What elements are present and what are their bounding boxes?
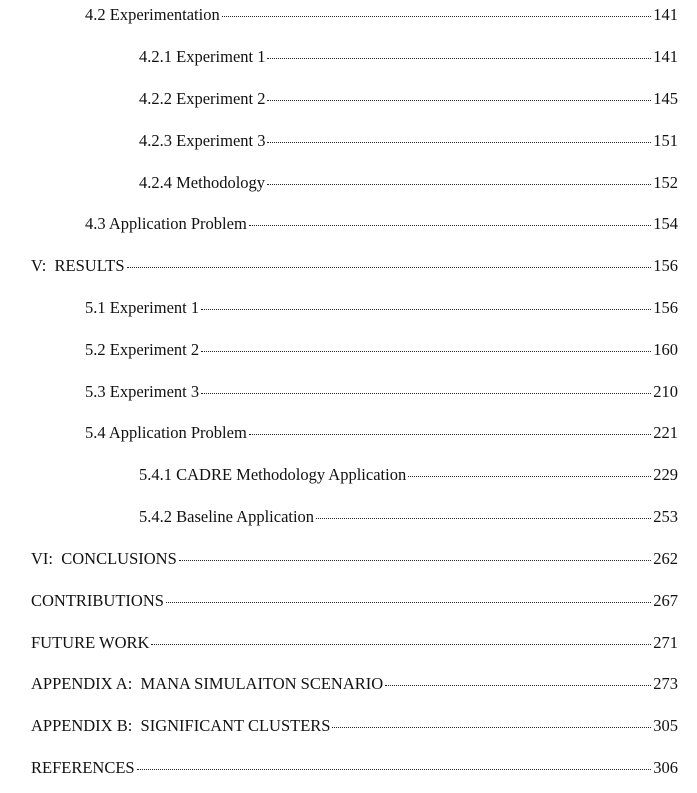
- toc-entry-page: 306: [653, 758, 678, 777]
- toc-entry-title: 4.2.1 Experiment 1: [139, 47, 266, 66]
- toc-entry[interactable]: [139, 506, 678, 528]
- dot-leader: [179, 560, 651, 561]
- dot-leader: [267, 184, 651, 185]
- toc-entry[interactable]: [31, 673, 678, 695]
- toc-entry-title: 5.4.2 Baseline Application: [139, 507, 315, 526]
- toc-entry[interactable]: [139, 464, 678, 486]
- toc-entry[interactable]: [85, 339, 678, 361]
- toc-entry-page: 141: [653, 5, 678, 24]
- dot-leader: [267, 100, 651, 101]
- toc-entry-title: 4.2 Experimentation: [85, 5, 220, 24]
- toc-entry-title: 5.4 Application Problem: [85, 423, 247, 442]
- toc-entry-title: CONTRIBUTIONS: [31, 591, 164, 610]
- toc-entry-title: 4.2.2 Experiment 2: [139, 89, 266, 108]
- toc-entry-title: 5.1 Experiment 1: [85, 298, 200, 317]
- toc-entry-page: 151: [653, 131, 678, 150]
- dot-leader: [316, 518, 651, 519]
- toc-entry[interactable]: [31, 715, 678, 737]
- toc-entry-page: 145: [653, 89, 678, 108]
- toc-entry[interactable]: [139, 46, 678, 68]
- dot-leader: [267, 142, 651, 143]
- dot-leader: [408, 476, 651, 477]
- dot-leader: [249, 434, 651, 435]
- toc-entry[interactable]: [139, 130, 678, 152]
- toc-entry-title: APPENDIX B: SIGNIFICANT CLUSTERS: [31, 716, 331, 735]
- dot-leader: [127, 267, 652, 268]
- toc-entry-page: 154: [653, 214, 678, 233]
- dot-leader: [222, 16, 652, 17]
- toc-entry-page: 156: [653, 298, 678, 317]
- toc-entry-page: 305: [653, 716, 678, 735]
- dot-leader: [137, 769, 652, 770]
- toc-entry-page: 229: [653, 465, 678, 484]
- toc-entry-page: 152: [653, 173, 678, 192]
- toc-entry-title: APPENDIX A: MANA SIMULAITON SCENARIO: [31, 674, 384, 693]
- toc-entry-title: 5.4.1 CADRE Methodology Application: [139, 465, 407, 484]
- toc-entry-title: 4.3 Application Problem: [85, 214, 247, 233]
- toc-entry-title: 4.2.3 Experiment 3: [139, 131, 266, 150]
- toc-entry[interactable]: [31, 632, 678, 654]
- toc-entry[interactable]: [139, 172, 678, 194]
- toc-entry-page: 267: [653, 591, 678, 610]
- toc-entry-title: V: RESULTS: [31, 256, 125, 275]
- toc-entry-page: 210: [653, 382, 678, 401]
- dot-leader: [332, 727, 651, 728]
- dot-leader: [201, 393, 651, 394]
- toc-entry[interactable]: [31, 757, 678, 779]
- dot-leader: [385, 685, 651, 686]
- toc-entry-page: 271: [653, 633, 678, 652]
- dot-leader: [151, 644, 651, 645]
- toc-entry[interactable]: [85, 297, 678, 319]
- toc-entry-title: REFERENCES: [31, 758, 135, 777]
- toc-entry[interactable]: [139, 88, 678, 110]
- toc-entry[interactable]: [31, 255, 678, 277]
- toc-entry-title: 4.2.4 Methodology: [139, 173, 266, 192]
- toc-entry[interactable]: [85, 4, 678, 26]
- dot-leader: [201, 309, 651, 310]
- toc-entry-page: 221: [653, 423, 678, 442]
- toc-entry-page: 156: [653, 256, 678, 275]
- toc-entry[interactable]: [85, 213, 678, 235]
- toc-entry-page: 262: [653, 549, 678, 568]
- toc-entry[interactable]: [85, 381, 678, 403]
- toc-entry-page: 160: [653, 340, 678, 359]
- toc-entry[interactable]: [31, 548, 678, 570]
- toc-entry-title: FUTURE WORK: [31, 633, 150, 652]
- toc-entry-title: 5.3 Experiment 3: [85, 382, 200, 401]
- toc-entry[interactable]: [31, 590, 678, 612]
- dot-leader: [249, 225, 651, 226]
- toc-entry-page: 141: [653, 47, 678, 66]
- dot-leader: [201, 351, 651, 352]
- toc-entry-page: 253: [653, 507, 678, 526]
- toc-entry-title: VI: CONCLUSIONS: [31, 549, 177, 568]
- dot-leader: [267, 58, 651, 59]
- toc-entry[interactable]: [85, 422, 678, 444]
- dot-leader: [166, 602, 651, 603]
- toc-entry-title: 5.2 Experiment 2: [85, 340, 200, 359]
- toc-entry-page: 273: [653, 674, 678, 693]
